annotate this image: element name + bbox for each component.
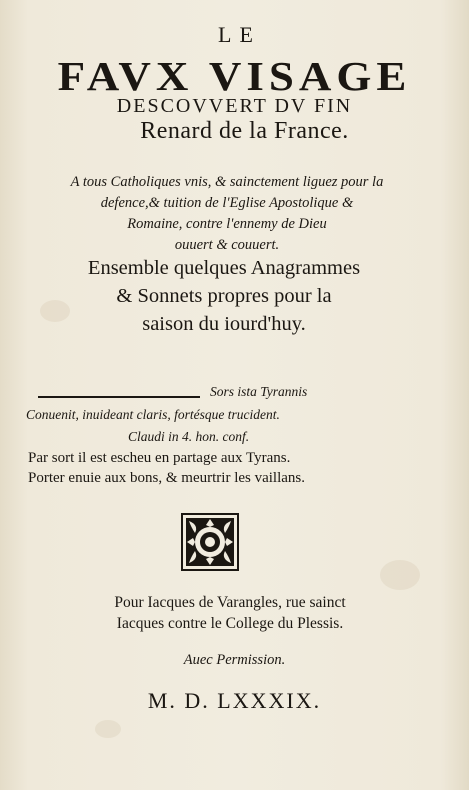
dedication — [22, 172, 432, 256]
ensemble-line: Ensemble quelques Anagrammes — [87, 257, 361, 279]
divider-rule — [38, 396, 200, 398]
ensemble-line: & Sonnets propres pour la — [116, 285, 332, 307]
ensemble-line: saison du iourd'huy. — [142, 313, 306, 335]
epigraph-citation: Claudi in 4. hon. conf. — [128, 429, 250, 444]
publication-date: M. D. LXXXIX. — [147, 688, 322, 713]
epigraph-line: Sors ista Tyrannis — [210, 384, 308, 399]
translation-line: Porter enuie aux bons, & meurtrir les vaillans. — [28, 470, 306, 486]
paper-stain — [380, 560, 420, 590]
dedication-line: A tous Catholiques vnis, & sainctement liguez pour la — [70, 174, 384, 190]
imprint — [30, 592, 430, 634]
imprint-line: Iacques contre le College du Plessis. — [116, 615, 344, 632]
dedication-line: ouuert & couuert. — [174, 237, 280, 253]
privilege-note: Auec Permission. — [183, 652, 286, 668]
ensemble-block — [24, 254, 424, 338]
paper-stain — [95, 720, 121, 738]
translation-line: Par sort il est escheu en partage aux Tyrans. — [28, 450, 291, 466]
subtitle-line: DESCOVVERT DV FIN — [116, 95, 353, 117]
title-article: LE — [218, 22, 261, 47]
imprint-line: Pour Iacques de Varangles, rue sainct — [114, 594, 346, 611]
dedication-line: defence,& tuition de l'Eglise Apostolique & — [100, 195, 354, 211]
dedication-line: Romaine, contre l'ennemy de Dieu — [127, 216, 327, 232]
main-title: FAVX VISAGE — [57, 53, 412, 99]
printers-fleuron-icon — [181, 513, 239, 571]
subtitle-line-2: Renard de la France. — [140, 118, 349, 144]
epigraph-line: Conuenit, inuideant claris, fortésque trucident. — [26, 407, 280, 422]
